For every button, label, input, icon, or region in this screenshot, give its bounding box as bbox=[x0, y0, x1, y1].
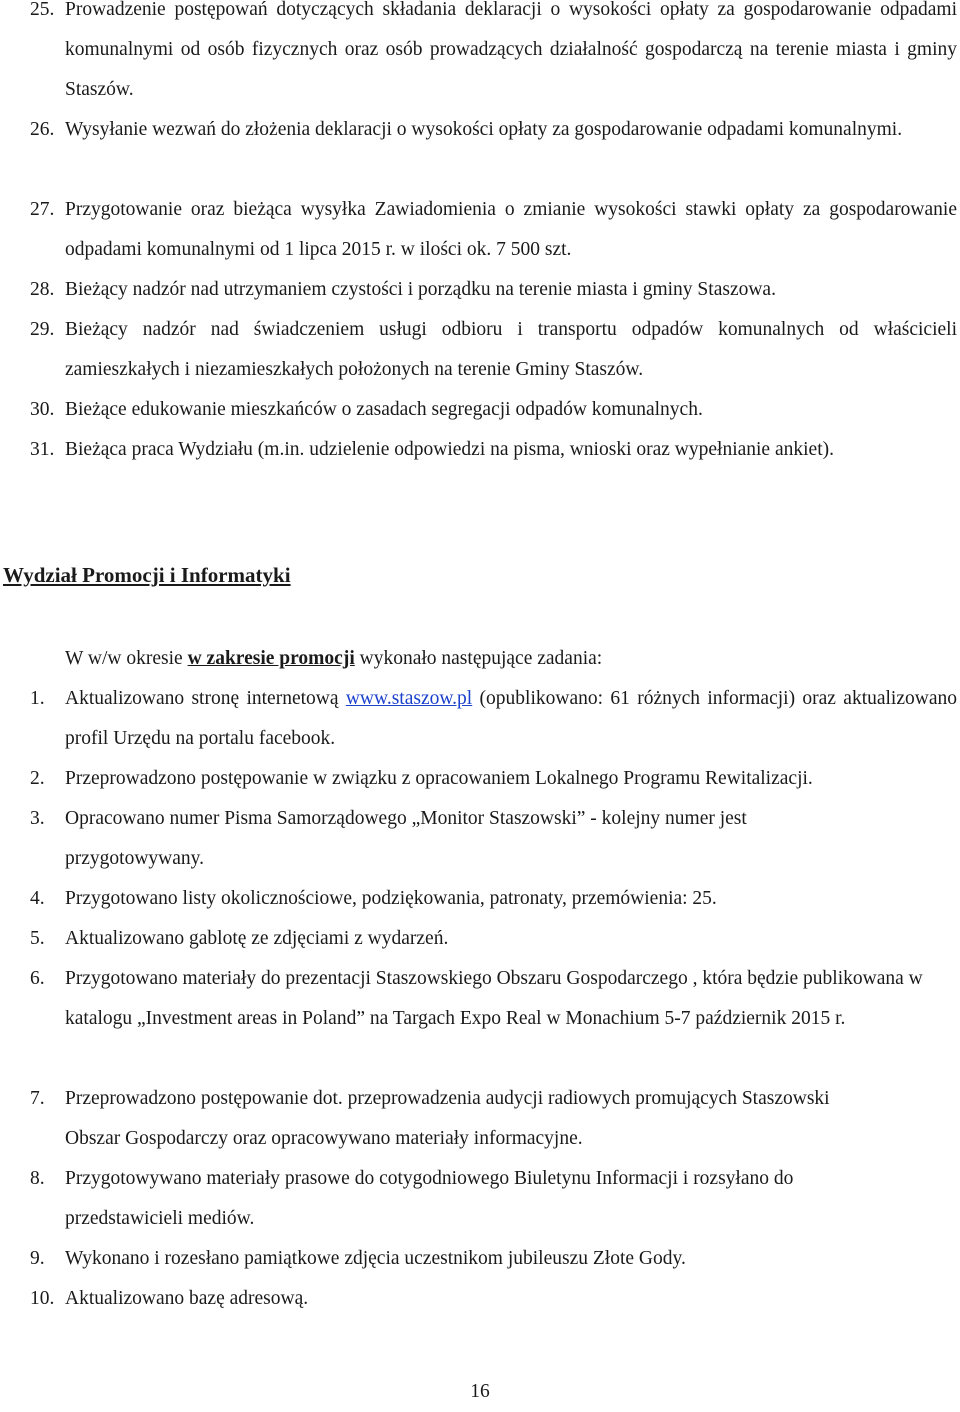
section-intro bbox=[65, 639, 602, 679]
item-text: Aktualizowano stronę internetową bbox=[65, 688, 346, 709]
list-item: 8. Przygotowywano materiały prasowe do cotygodniowego Biuletynu Informacji i rozsyłano do przedstawicieli mediów. bbox=[30, 1168, 794, 1229]
list-item: 6. Przygotowano materiały do prezentacji Staszowskiego Obszaru Gospodarczego , która będzie publikowana w katalogu „Investment areas in Poland” na Targach Expo Real w Monachium 5-7 październik 2015 r. bbox=[30, 968, 923, 1029]
list-item: 26. Wysyłanie wezwań do złożenia deklaracji o wysokości opłaty za gospodarowanie odpadami komunalnymi. bbox=[30, 119, 903, 140]
list-item: 25. Prowadzenie postępowań dotyczących składania deklaracji o wysokości opłaty za gospodarowanie odpadami komunalnymi od osób fizycznych oraz osób prowadzących działalność gospodarczą na terenie miasta i gminy Staszów. bbox=[30, 0, 957, 100]
list-item: 30. Bieżące edukowanie mieszkańców o zasadach segregacji odpadów komunalnych. bbox=[30, 399, 703, 420]
list-item: 10. Aktualizowano bazę adresową. bbox=[30, 1288, 309, 1309]
website-link[interactable]: www.staszow.pl bbox=[345, 688, 473, 709]
list-item: 31. Bieżąca praca Wydziału (m.in. udzielenie odpowiedzi na pisma, wnioski oraz wypełnianie ankiet). bbox=[30, 439, 834, 460]
page-number: 16 bbox=[470, 1381, 490, 1402]
list-item: 5. Aktualizowano gablotę ze zdjęciami z wydarzeń. bbox=[30, 928, 449, 949]
list-item: 28. Bieżący nadzór nad utrzymaniem czystości i porządku na terenie miasta i gminy Staszowa. bbox=[30, 279, 776, 300]
item-text: (opublikowano: 61 różnych informacji) oraz aktualizowano profil Urzędu na portalu facebook. bbox=[65, 688, 957, 749]
list-item: 27. Przygotowanie oraz bieżąca wysyłka Zawiadomienia o zmianie wysokości stawki opłaty za gospodarowanie odpadami komunalnymi od 1 lipca 2015 r. w ilości ok. 7 500 szt. bbox=[30, 199, 957, 260]
section-heading: Wydział Promocji i Informatyki bbox=[3, 563, 291, 587]
list-item: 9. Wykonano i rozesłano pamiątkowe zdjęcia uczestnikom jubileuszu Złote Gody. bbox=[30, 1248, 686, 1269]
intro-emphasis: w zakresie promocji bbox=[187, 648, 355, 669]
intro-text-after: wykonało następujące zadania: bbox=[354, 648, 603, 669]
intro-text-before: W w/w okresie bbox=[65, 648, 188, 669]
list-item: 2. Przeprowadzono postępowanie w związku z opracowaniem Lokalnego Programu Rewitalizacji. bbox=[30, 768, 813, 789]
list-item: 29. Bieżący nadzór nad świadczeniem usługi odbioru i transportu odpadów komunalnych od właścicieli zamieszkałych i niezamieszkałych położonych na terenie Gminy Staszów. bbox=[30, 319, 957, 380]
list-item: 3. Opracowano numer Pisma Samorządowego „Monitor Staszowski” - kolejny numer jest przygotowywany. bbox=[30, 808, 747, 869]
list-item: 7. Przeprowadzono postępowanie dot. przeprowadzenia audycji radiowych promujących Staszowski Obszar Gospodarczy oraz opracowywano materiały informacyjne. bbox=[30, 1088, 830, 1149]
list-item: 1. Aktualizowano stronę internetową www.staszow.pl (opublikowano: 61 różnych informacji) oraz aktualizowano profil Urzędu na portalu facebook. bbox=[30, 688, 957, 749]
list-item: 4. Przygotowano listy okolicznościowe, podziękowania, patronaty, przemówienia: 25. bbox=[30, 888, 717, 909]
